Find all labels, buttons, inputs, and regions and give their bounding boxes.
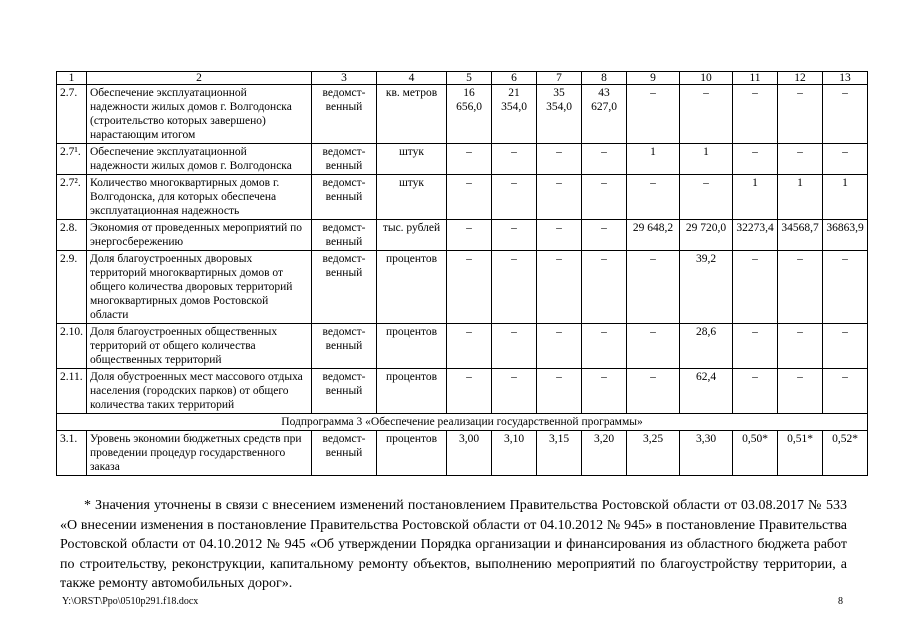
value-cell: –	[582, 220, 627, 251]
row-number: 2.7².	[57, 175, 87, 220]
value-cell: 1	[680, 144, 733, 175]
value-cell: –	[447, 324, 492, 369]
header-cell: 13	[823, 72, 868, 85]
page-number: 8	[838, 596, 843, 607]
value-cell: –	[680, 85, 733, 144]
value-cell: –	[492, 369, 537, 414]
unit: процентов	[377, 324, 447, 369]
value-cell: –	[582, 369, 627, 414]
value-cell: –	[778, 324, 823, 369]
value-cell: –	[537, 369, 582, 414]
indicator-name: Доля обустроенных мест массового отдыха населения (городских парков) от общего количества таких территорий	[87, 369, 312, 414]
value-cell: 3,00	[447, 431, 492, 476]
indicator-type: ведомст-венный	[312, 431, 377, 476]
value-cell: –	[582, 251, 627, 324]
value-cell: –	[492, 144, 537, 175]
footnote-text: * Значения уточнены в связи с внесением изменений постановлением Правительства Ростовской области от 03.08.2017 № 533 «О внесении изменения в постановление Правительства Ростовской области от 04.10.2012 № 945» в постановление Правительства Ростовской области от 04.10.2012 № 945 «Об утверждении Порядка организации и финансирования из областного бюджета работ по строительству, реконструкции, капитальному ремонту объектов, выполнению мероприятий по благоустройству территории, а также ремонту автомобильных дорог».	[60, 498, 847, 591]
value-cell: –	[823, 85, 868, 144]
indicator-name: Экономия от проведенных мероприятий по энергосбережению	[87, 220, 312, 251]
value-cell: –	[733, 85, 778, 144]
indicator-name: Количество многоквартирных домов г. Волгодонска, для которых обеспечена эксплуатационная надежность	[87, 175, 312, 220]
value-cell: –	[537, 175, 582, 220]
value-cell: –	[447, 369, 492, 414]
header-cell: 9	[627, 72, 680, 85]
indicator-type: ведомст-венный	[312, 175, 377, 220]
value-cell: –	[823, 144, 868, 175]
value-cell: 3,10	[492, 431, 537, 476]
header-cell: 5	[447, 72, 492, 85]
table-row	[57, 369, 868, 414]
indicator-type: ведомст-венный	[312, 144, 377, 175]
row-number: 2.11.	[57, 369, 87, 414]
subprogram-title: Подпрограмма 3 «Обеспечение реализации государственной программы»	[57, 414, 868, 431]
value-cell: –	[778, 85, 823, 144]
table-row	[57, 175, 868, 220]
unit: штук	[377, 144, 447, 175]
value-cell: 62,4	[680, 369, 733, 414]
value-cell: 16 656,0	[447, 85, 492, 144]
table-row	[57, 431, 868, 476]
footnote	[60, 496, 847, 594]
value-cell: 1	[778, 175, 823, 220]
value-cell: –	[627, 324, 680, 369]
header-cell: 8	[582, 72, 627, 85]
value-cell: –	[537, 220, 582, 251]
value-cell: –	[492, 251, 537, 324]
row-number: 3.1.	[57, 431, 87, 476]
row-number: 2.8.	[57, 220, 87, 251]
value-cell: –	[778, 251, 823, 324]
value-cell: 0,52*	[823, 431, 868, 476]
value-cell: –	[537, 251, 582, 324]
value-cell: 32273,4	[733, 220, 778, 251]
value-cell: –	[823, 369, 868, 414]
value-cell: –	[733, 251, 778, 324]
value-cell: 3,20	[582, 431, 627, 476]
value-cell: –	[582, 175, 627, 220]
header-cell: 3	[312, 72, 377, 85]
value-cell: –	[778, 144, 823, 175]
indicator-type: ведомст-венный	[312, 220, 377, 251]
table-row	[57, 324, 868, 369]
value-cell: 29 648,2	[627, 220, 680, 251]
value-cell: –	[733, 144, 778, 175]
indicator-name: Обеспечение эксплуатационной надежности жилых домов г. Волгодонска	[87, 144, 312, 175]
header-cell: 7	[537, 72, 582, 85]
value-cell: 34568,7	[778, 220, 823, 251]
unit: тыс. рублей	[377, 220, 447, 251]
value-cell: –	[733, 369, 778, 414]
indicator-name: Уровень экономии бюджетных средств при проведении процедур государственного заказа	[87, 431, 312, 476]
value-cell: –	[492, 324, 537, 369]
table-row	[57, 85, 868, 144]
value-cell: –	[823, 251, 868, 324]
indicator-type: ведомст-венный	[312, 251, 377, 324]
header-cell: 2	[87, 72, 312, 85]
header-cell: 6	[492, 72, 537, 85]
indicator-name: Доля благоустроенных общественных территорий от общего количества общественных территорий	[87, 324, 312, 369]
value-cell: 29 720,0	[680, 220, 733, 251]
value-cell: –	[823, 324, 868, 369]
row-number: 2.9.	[57, 251, 87, 324]
value-cell: –	[582, 324, 627, 369]
header-cell: 4	[377, 72, 447, 85]
value-cell: 36863,9	[823, 220, 868, 251]
indicator-name: Доля благоустроенных дворовых территорий многоквартирных домов от общего количества дворовых территорий многоквартирных домов Ростовской области	[87, 251, 312, 324]
table-row	[57, 144, 868, 175]
indicator-type: ведомст-венный	[312, 324, 377, 369]
value-cell: –	[627, 251, 680, 324]
row-number: 2.10.	[57, 324, 87, 369]
table-row	[57, 220, 868, 251]
indicators-table	[56, 71, 868, 476]
indicator-name: Обеспечение эксплуатационной надежности жилых домов г. Волгодонска (строительство которых завершено) нарастающим итогом	[87, 85, 312, 144]
value-cell: –	[492, 220, 537, 251]
indicator-type: ведомст-венный	[312, 85, 377, 144]
value-cell: 1	[733, 175, 778, 220]
value-cell: –	[627, 85, 680, 144]
unit: штук	[377, 175, 447, 220]
indicator-type: ведомст-венный	[312, 369, 377, 414]
value-cell: –	[492, 175, 537, 220]
value-cell: 3,25	[627, 431, 680, 476]
value-cell: 3,15	[537, 431, 582, 476]
unit: процентов	[377, 431, 447, 476]
subprogram-row	[57, 414, 868, 431]
header-cell: 1	[57, 72, 87, 85]
value-cell: 3,30	[680, 431, 733, 476]
value-cell: –	[627, 175, 680, 220]
header-cell: 12	[778, 72, 823, 85]
unit: процентов	[377, 369, 447, 414]
value-cell: –	[733, 324, 778, 369]
value-cell: –	[537, 144, 582, 175]
value-cell: –	[447, 175, 492, 220]
header-cell: 11	[733, 72, 778, 85]
row-number: 2.7.	[57, 85, 87, 144]
row-number: 2.7¹.	[57, 144, 87, 175]
value-cell: 21 354,0	[492, 85, 537, 144]
value-cell: –	[447, 251, 492, 324]
value-cell: 28,6	[680, 324, 733, 369]
value-cell: 43 627,0	[582, 85, 627, 144]
value-cell: 35 354,0	[537, 85, 582, 144]
value-cell: –	[627, 369, 680, 414]
value-cell: –	[447, 144, 492, 175]
value-cell: –	[447, 220, 492, 251]
value-cell: 1	[627, 144, 680, 175]
table-row	[57, 251, 868, 324]
header-row	[57, 72, 868, 85]
unit: процентов	[377, 251, 447, 324]
file-path: Y:\ORST\Ppo\0510p291.f18.docx	[62, 596, 199, 607]
unit: кв. метров	[377, 85, 447, 144]
value-cell: 0,50*	[733, 431, 778, 476]
value-cell: –	[537, 324, 582, 369]
value-cell: 1	[823, 175, 868, 220]
value-cell: 0,51*	[778, 431, 823, 476]
value-cell: 39,2	[680, 251, 733, 324]
value-cell: –	[778, 369, 823, 414]
header-cell: 10	[680, 72, 733, 85]
value-cell: –	[680, 175, 733, 220]
value-cell: –	[582, 144, 627, 175]
